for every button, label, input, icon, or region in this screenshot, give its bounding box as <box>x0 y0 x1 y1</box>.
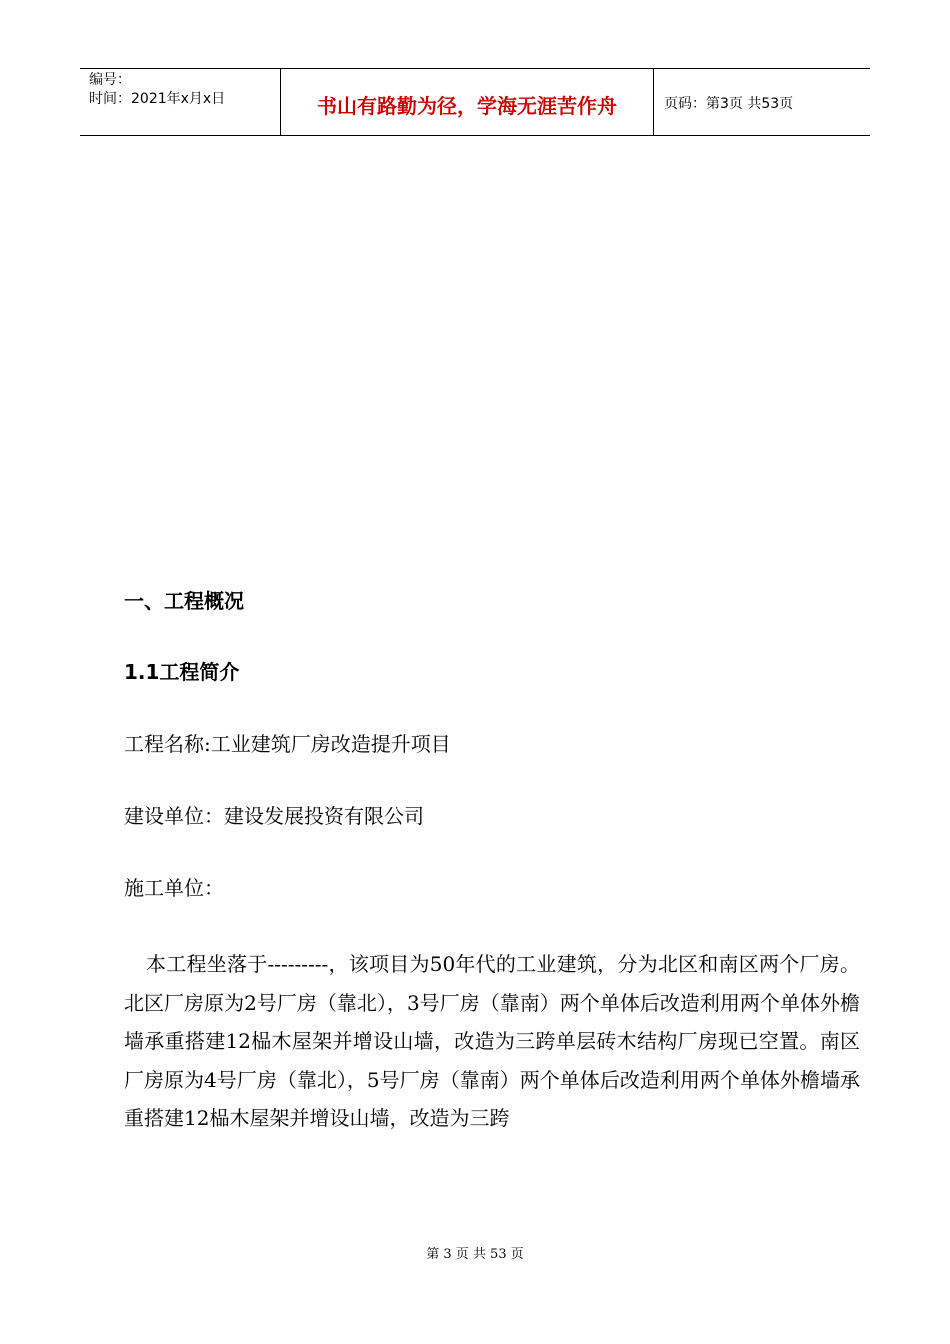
document-number-label: 编号： <box>89 72 131 88</box>
section-title: 一、工程概况 <box>124 589 244 613</box>
header-meta <box>80 69 281 135</box>
project-name-line: 工程名称:工业建筑厂房改造提升项目 <box>124 732 451 756</box>
header-page-info: 页码：第3页 共53页 <box>664 96 794 112</box>
owner-line: 建设单位：建设发展投资有限公司 <box>124 804 424 828</box>
contractor-line: 施工单位： <box>124 876 224 900</box>
subsection-title: 1.1工程简介 <box>124 660 240 684</box>
page-footer: 第 3 页 共 53 页 <box>426 1247 524 1262</box>
page-header <box>80 68 870 136</box>
header-motto: 书山有路勤为径，学海无涯苦作舟 <box>281 69 654 135</box>
project-description-paragraph: 本工程坐落于---------，该项目为50年代的工业建筑，分为北区和南区两个厂房。北区厂房原为2号厂房（靠北），3号厂房（靠南）两个单体后改造利用两个单体外檐墙承重搭建12榀木屋架并增设山墙，改造为三跨单层砖木结构厂房现已空置。南区厂房原为4号厂房（靠北），5号厂房（靠南）两个单体后改造利用两个单体外檐墙承重搭建12榀木屋架并增设山墙，改造为三跨 <box>124 952 860 1130</box>
document-time-label: 时间：2021年x月x日 <box>89 91 226 107</box>
